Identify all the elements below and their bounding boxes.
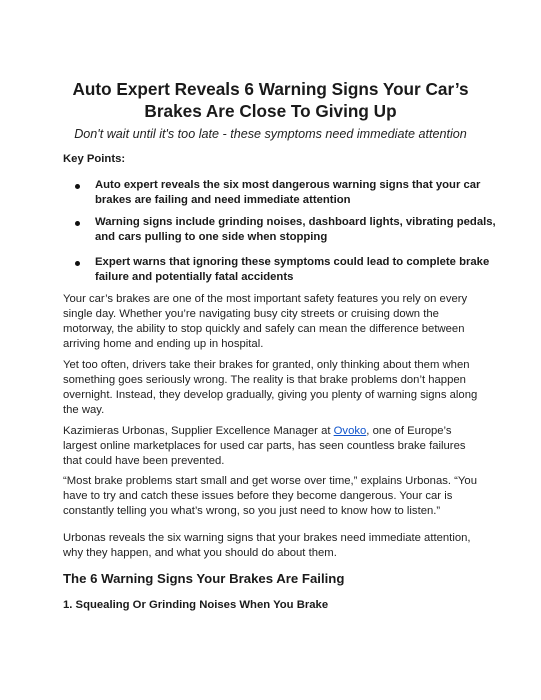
article-subtitle: Don't wait until it's too late - these symptoms need immediate attention	[74, 127, 467, 141]
section-heading: The 6 Warning Signs Your Brakes Are Failing	[63, 571, 345, 586]
body-paragraph-3-text-after: , one of Europe’s largest online marketplaces for used car parts, has seen countless brake failures that could have been prevented.	[63, 425, 466, 467]
body-paragraph-3	[63, 424, 481, 469]
key-points-heading: Key Points:	[63, 153, 126, 165]
bullet-icon	[75, 221, 80, 226]
key-point-item	[63, 255, 503, 285]
bullet-icon	[75, 184, 80, 189]
key-point-text: Auto expert reveals the six most dangerous warning signs that your car brakes are failing and need immediate attention	[95, 179, 481, 206]
key-point-text: Warning signs include grinding noises, dashboard lights, vibrating pedals, and cars pulling to one side when stopping	[95, 216, 496, 243]
article-title-line-1: Auto Expert Reveals 6 Warning Signs Your Car’s	[72, 79, 469, 99]
body-paragraph-1: Your car’s brakes are one of the most important safety features you rely on every single day. Whether you’re navigating busy city streets or cruising down the motorway, the ability to stop quickly and safely can mean the difference between arriving home and ending up in hospital.	[63, 293, 468, 350]
ovoko-link[interactable]: Ovoko	[333, 425, 367, 437]
sub-heading: 1. Squealing Or Grinding Noises When You Brake	[63, 599, 329, 611]
article-title-line-2: Brakes Are Close To Giving Up	[144, 101, 397, 121]
body-paragraph-3-text-before: Kazimieras Urbonas, Supplier Excellence Manager at	[63, 425, 334, 437]
bullet-icon	[75, 261, 80, 266]
key-point-item	[63, 178, 503, 208]
article-title	[40, 78, 501, 122]
key-point-text: Expert warns that ignoring these symptoms could lead to complete brake failure and potentially fatal accidents	[95, 256, 490, 283]
body-paragraph-4: “Most brake problems start small and get worse over time,” explains Urbonas. “You have to try and catch these issues before they become dangerous. Your car is constantly telling you what’s wrong, so you just need to know how to listen.”	[63, 475, 477, 517]
key-points-list	[63, 178, 503, 292]
key-point-item	[63, 215, 503, 245]
body-paragraph-5: Urbonas reveals the six warning signs that your brakes need immediate attention, why they happen, and what you should do about them.	[63, 532, 471, 559]
body-paragraph-2: Yet too often, drivers take their brakes for granted, only thinking about them when something goes seriously wrong. The reality is that brake problems don’t happen overnight. Instead, they develop gradually, giving you plenty of warning signs along the way.	[63, 359, 478, 416]
